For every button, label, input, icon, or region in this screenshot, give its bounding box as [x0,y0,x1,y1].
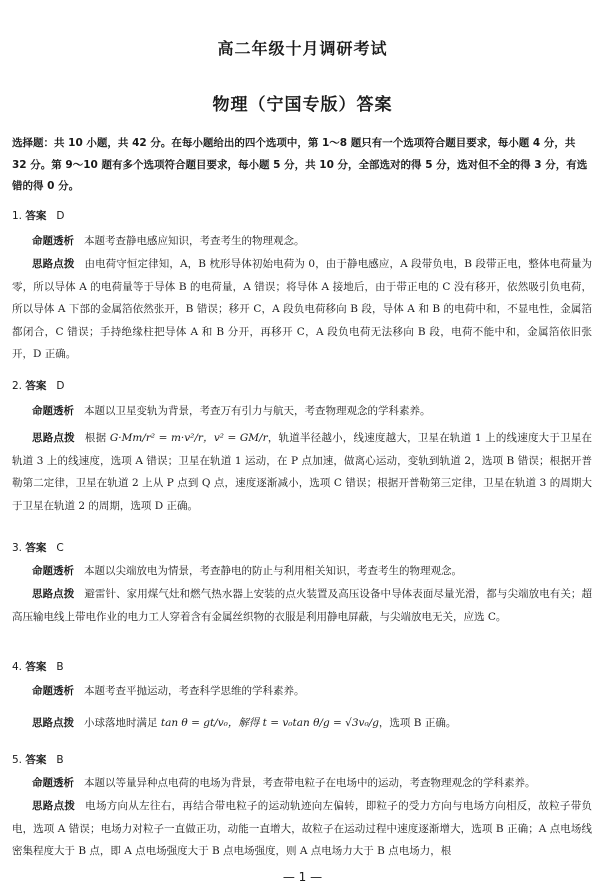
question-5-header: 5. 答案 B [12,754,64,766]
question-3-answer: C [56,542,64,554]
page-title: 高二年级十月调研考试 [217,39,388,58]
question-1-analysis: 命题透析 本题考查静电感应知识，考查考生的物理观念。 [32,235,305,247]
intro-paragraph: 选择题：共 10 小题，共 42 分。在每小题给出的四个选项中，第 1～8 题只有一个选项符合题目要求，每小题 4 分，共 32 分。第 9～10 题有多个选项符合题目要求，每小题 5 分，共 10 分，全部选对的得 5 分，选对但不全的得 3 分，有选错的得 0 分。 [12,137,588,192]
question-5-answer: B [56,754,64,766]
question-2-header: 2. 答案 D [12,380,65,392]
question-4-answer: B [56,661,64,673]
question-1-hint: 思路点拨 由电荷守恒定律知，A，B 枕形导体初始电荷为 0，由于静电感应，A 段带负电，B 段带正电，整体电荷量为零，所以导体 A 的电荷量等于导体 B 的电荷量，A 错误；将导体 A 接地后，由于带正电的 C 没有移开，依然吸引负电荷，所以导体 A 下部的金属箔依然张开，B 错误；移开 C，A 段负电荷移向 B 段，导体 A 和 B 的电荷中和，不显电性，金属箔都闭合，C 错误；手持绝缘柱把导体 A 和 B 分开，再移开 C，A 段负电荷无法移向 B 段，电荷不能中和，金属箔依旧张开，D 正确。 [12,258,592,360]
question-2-analysis: 命题透析 本题以卫星变轨为背景，考查万有引力与航天，考查物理观念的学科素养。 [32,405,431,417]
question-4-header: 4. 答案 B [12,661,64,673]
question-2-hint: 思路点拨 根据 G·Mm/r² = m·v²/r，v² = GM/r，轨道半径越小，线速度越大，卫星在轨道 1 上的线速度大于卫星在轨道 3 上的线速度，选项 A 错误；卫星在轨道 1 运动，在 P 点加速，做离心运动，变轨到轨道 2，选项 B 错误；根据开普勒第二定律，卫星在轨道 2 上从 P 点到 Q 点，速度逐渐减小，选项 C 错误；根据开普勒第三定律，卫星在轨道 3 的周期大于卫星在轨道 2 的周期，选项 D 正确。 [12,432,593,512]
question-1-answer: D [56,210,65,222]
question-4-analysis: 命题透析 本题考查平抛运动，考查科学思维的学科素养。 [32,685,305,697]
page-number: — 1 — [282,870,323,884]
question-3-analysis: 命题透析 本题以尖端放电为情景，考查静电的防止与利用相关知识，考查考生的物理观念。 [32,565,462,577]
question-3-hint: 思路点拨 避雷针、家用煤气灶和燃气热水器上安装的点火装置及高压设备中导体表面尽量光滑，都与尖端放电有关；超高压输电线上带电作业的电力工人穿着含有金属丝织物的衣服是利用静电屏蔽，与尖端放电无关，应选 C。 [12,588,593,623]
question-2-formula: G·Mm/r² = m·v²/r，v² = GM/r [109,432,268,444]
question-2-answer: D [56,380,65,392]
question-3-header: 3. 答案 C [12,542,64,554]
page-subtitle: 物理（宁国专版）答案 [212,95,393,115]
question-5-analysis: 命题透析 本题以等量异种点电荷的电场为背景，考查带电粒子在电场中的运动，考查物理观念的学科素养。 [32,777,536,789]
question-4-formula: tan θ = gt/v₀，解得 t = v₀tan θ/g = √3v₀/g [160,717,379,729]
question-5-hint: 思路点拨 电场方向从左往右，再结合带电粒子的运动轨迹向左偏转，即粒子的受力方向与电场方向相反，故粒子带负电，选项 A 错误；电场力对粒子一直做正功，动能一直增大，故粒子在运动过程中速度逐渐增大，选项 B 正确；A 点电场线密集程度大于 B 点，即 A 点电场强度大于 B 点电场强度，则 A 点电场力大于 B 点电场力，根 [12,800,593,857]
question-1-header: 1. 答案 D [12,210,65,222]
question-4-hint: 思路点拨 小球落地时满足 tan θ = gt/v₀，解得 t = v₀tan θ/g = √3v₀/g，选项 B 正确。 [32,717,457,729]
